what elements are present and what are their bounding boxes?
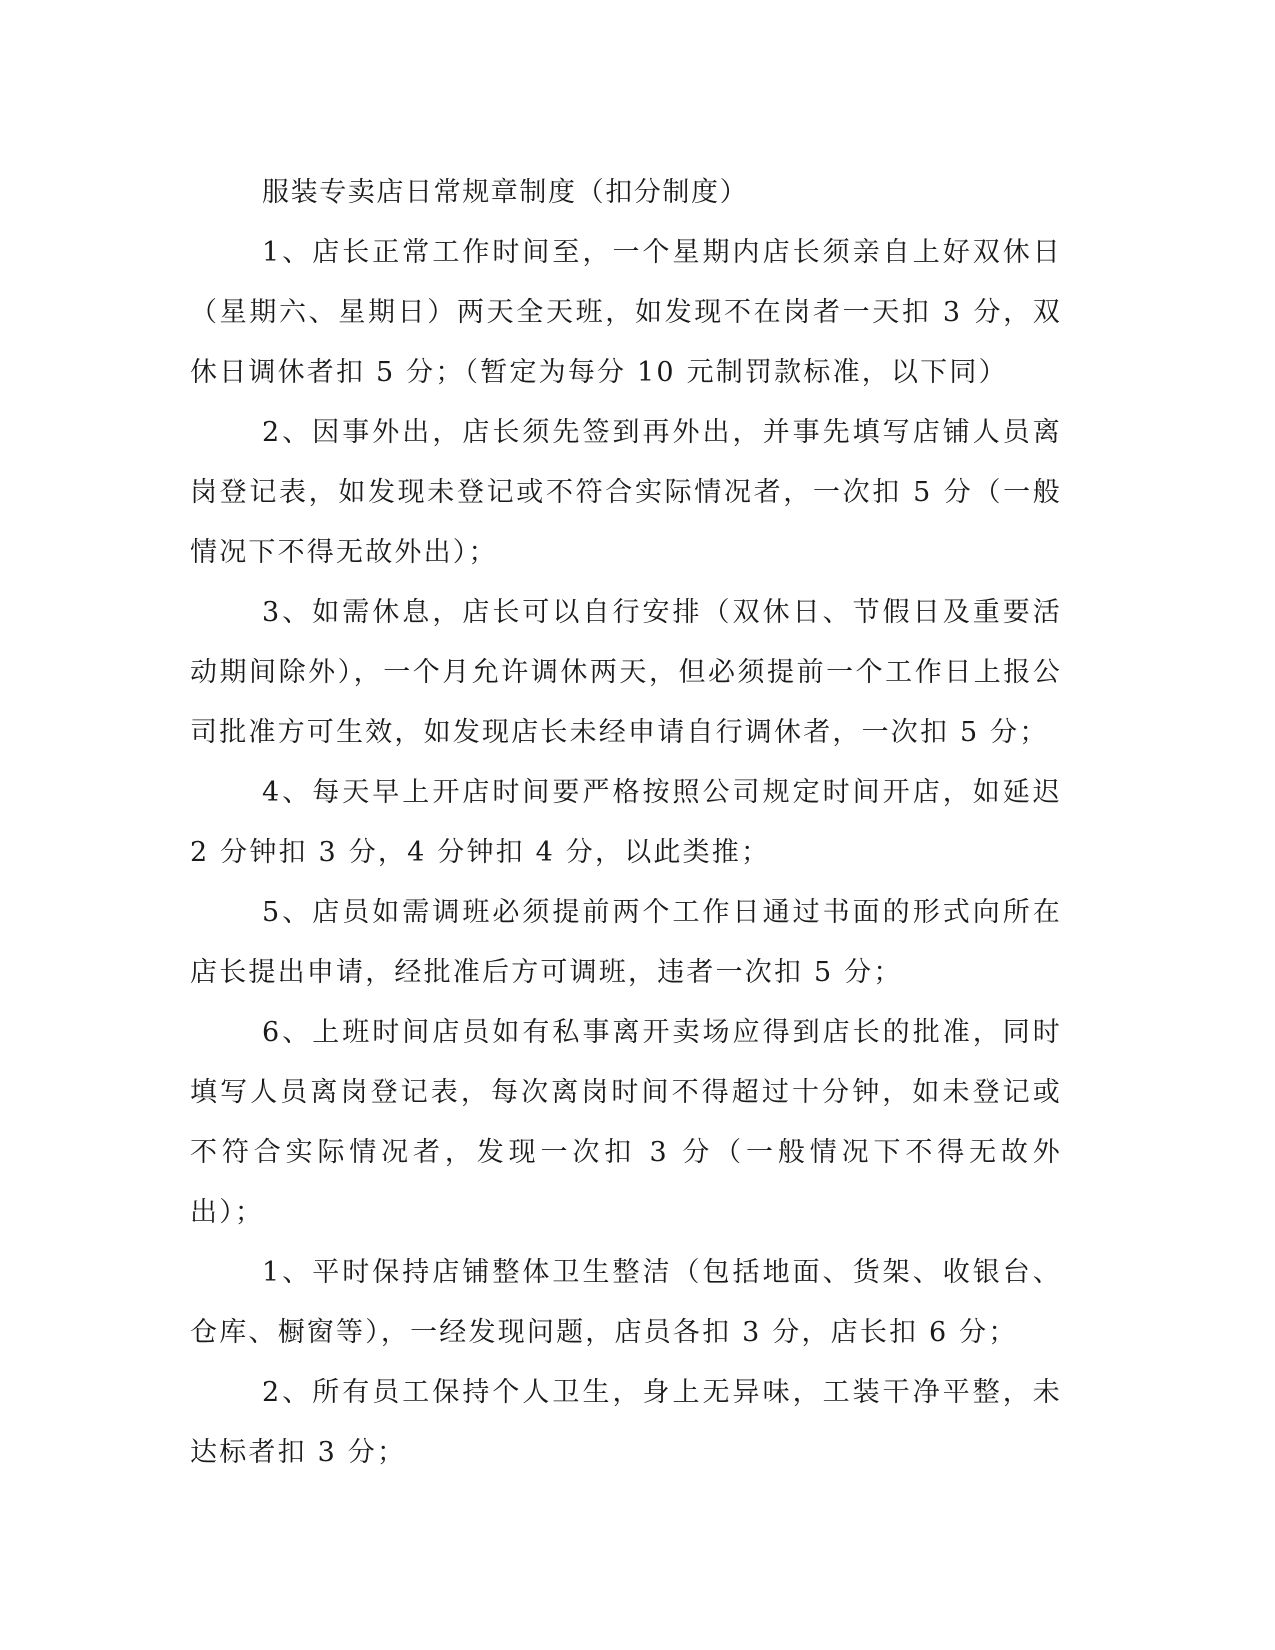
paragraph: 1、平时保持店铺整体卫生整洁（包括地面、货架、收银台、仓库、橱窗等），一经发现问题，店员各扣 3 分，店长扣 6 分； bbox=[190, 1257, 1062, 1348]
paragraph: 3、如需休息，店长可以自行安排（双休日、节假日及重要活动期间除外），一个月允许调休两天，但必须提前一个工作日上报公司批准方可生效，如发现店长未经申请自行调休者，一次扣 5 分； bbox=[190, 597, 1062, 748]
document-body bbox=[190, 163, 1062, 1483]
document-title: 服装专卖店日常规章制度（扣分制度） bbox=[262, 177, 749, 208]
paragraph: 2、所有员工保持个人卫生，身上无异味，工装干净平整，未达标者扣 3 分； bbox=[190, 1377, 1062, 1468]
paragraph: 5、店员如需调班必须提前两个工作日通过书面的形式向所在店长提出申请，经批准后方可调班，违者一次扣 5 分； bbox=[190, 897, 1062, 988]
paragraph: 2、因事外出，店长须先签到再外出，并事先填写店铺人员离岗登记表，如发现未登记或不符合实际情况者，一次扣 5 分（一般情况下不得无故外出）； bbox=[190, 417, 1062, 568]
paragraph: 1、店长正常工作时间至，一个星期内店长须亲自上好双休日（星期六、星期日）两天全天班，如发现不在岗者一天扣 3 分，双休日调休者扣 5 分；（暂定为每分 10 元制罚款标准，以下同） bbox=[190, 237, 1062, 388]
paragraph: 4、每天早上开店时间要严格按照公司规定时间开店，如延迟 2 分钟扣 3 分，4 分钟扣 4 分，以此类推； bbox=[190, 777, 1062, 868]
paragraph: 6、上班时间店员如有私事离开卖场应得到店长的批准，同时填写人员离岗登记表，每次离岗时间不得超过十分钟，如未登记或不符合实际情况者，发现一次扣 3 分（一般情况下不得无故外出）； bbox=[190, 1017, 1062, 1228]
